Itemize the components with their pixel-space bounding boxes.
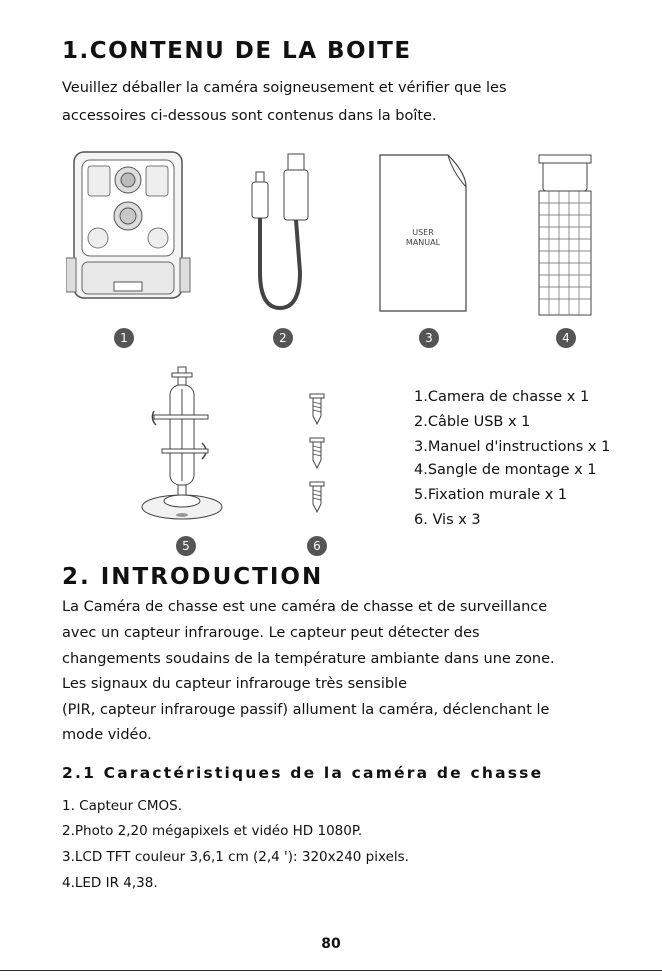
item-number-badge: 6 <box>307 536 327 556</box>
contents-list-item: 5.Fixation murale x 1 <box>414 487 568 503</box>
contents-list-item: 4.Sangle de montage x 1 <box>414 462 597 478</box>
usb-cable-illustration <box>244 152 324 312</box>
item-number-badge: 1 <box>114 328 134 348</box>
contents-list-item: 2.Câble USB x 1 <box>414 414 531 430</box>
mounting-strap-illustration <box>535 153 595 318</box>
page-number: 80 <box>321 936 341 952</box>
paragraph-line: mode vidéo. <box>62 727 152 743</box>
paragraph-line: La Caméra de chasse est une caméra de chasse et de surveillance <box>62 599 548 615</box>
section-title: 1.CONTENU DE LA BOITE <box>62 38 412 64</box>
feature-item: 3.LCD TFT couleur 3,6,1 cm (2,4 '): 320x240 pixels. <box>62 849 409 865</box>
feature-item: 2.Photo 2,20 mégapixels et vidéo HD 1080P. <box>62 823 363 839</box>
feature-item: 1. Capteur CMOS. <box>62 798 182 814</box>
section-title: 2. INTRODUCTION <box>62 564 324 590</box>
paragraph-line: changements soudains de la température ambiante dans une zone. <box>62 651 555 667</box>
trail-camera-illustration <box>66 150 191 302</box>
paragraph-line: avec un capteur infrarouge. Le capteur peut détecter des <box>62 625 480 641</box>
intro-line: Veuillez déballer la caméra soigneusement et vérifier que les <box>62 80 507 96</box>
wall-mount-illustration <box>140 365 230 530</box>
item-number-badge: 3 <box>419 328 439 348</box>
item-number-badge: 4 <box>556 328 576 348</box>
subsection-title: 2.1 Caractéristiques de la caméra de chasse <box>62 764 544 782</box>
contents-list-item: 3.Manuel d'instructions x 1 <box>414 439 611 455</box>
contents-list-item: 6. Vis x 3 <box>414 512 481 528</box>
manual-label: USER <box>412 228 434 237</box>
item-number-badge: 2 <box>273 328 293 348</box>
page-bottom-rule <box>0 970 662 971</box>
contents-list-item: 1.Camera de chasse x 1 <box>414 389 590 405</box>
item-number-badge: 5 <box>176 536 196 556</box>
paragraph-line: (PIR, capteur infrarouge passif) allument la caméra, déclenchant le <box>62 702 550 718</box>
intro-line: accessoires ci-dessous sont contenus dans la boîte. <box>62 108 437 124</box>
manual-label: MANUAL <box>405 238 441 247</box>
paragraph-line: Les signaux du capteur infrarouge très sensible <box>62 676 408 692</box>
feature-item: 4.LED IR 4,38. <box>62 875 158 891</box>
screws-illustration <box>308 392 328 517</box>
